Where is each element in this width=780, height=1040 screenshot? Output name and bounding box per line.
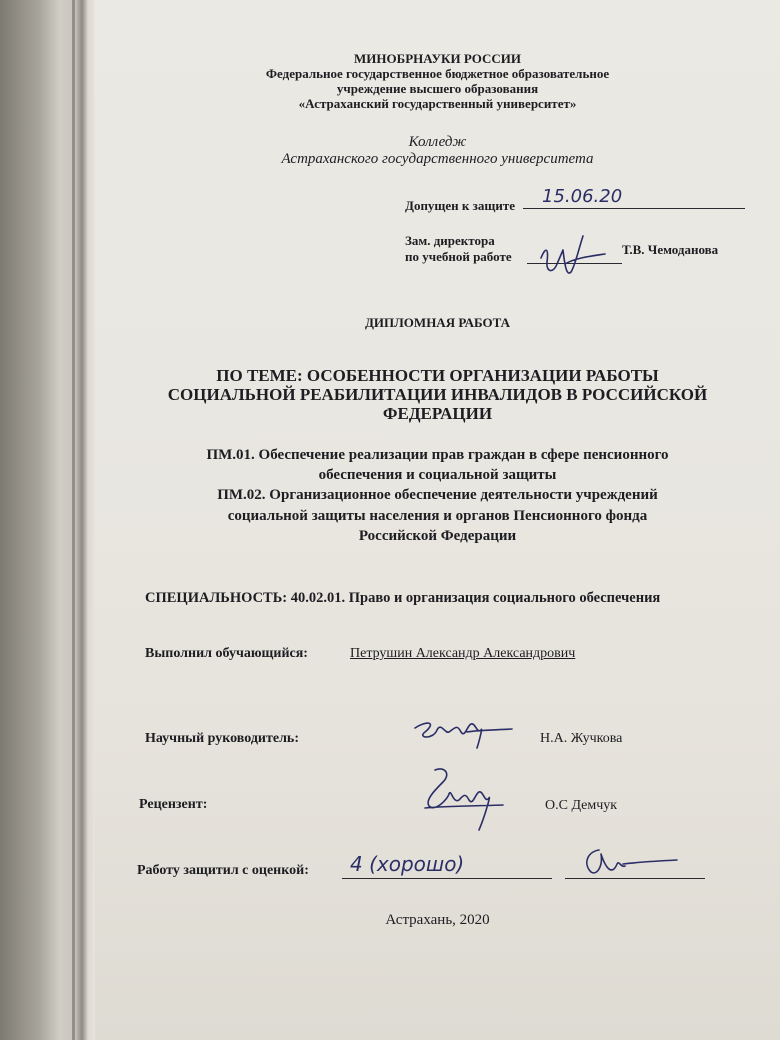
- student-name: Петрушин Александр Александрович: [350, 646, 576, 661]
- module-line-1: ПМ.01. Обеспечение реализации прав граждан в сфере пенсионного: [206, 447, 669, 463]
- binding-shadow-line: [72, 0, 75, 1040]
- city-year: Астрахань, 2020: [385, 912, 490, 928]
- topic-line-3: ФЕДЕРАЦИИ: [382, 404, 493, 423]
- reviewer-label: Рецензент:: [139, 797, 208, 812]
- topic-line-2: СОЦИАЛЬНОЙ РЕАБИЛИТАЦИИ ИНВАЛИДОВ В РОССИЙСКОЙ: [167, 385, 708, 404]
- deputy-label-2: по учебной работе: [405, 249, 512, 264]
- college-line: Колледж: [408, 134, 467, 150]
- work-type: ДИПЛОМНАЯ РАБОТА: [364, 315, 511, 330]
- module-line-2: обеспечения и социальной защиты: [318, 467, 557, 483]
- admitted-date-handwritten: 15.06.20: [542, 186, 623, 207]
- education-level-line: учреждение высшего образования: [336, 81, 539, 96]
- supervisor-name: Н.А. Жучкова: [540, 731, 623, 746]
- supervisor-signature-icon: [407, 708, 517, 753]
- specialty: СПЕЦИАЛЬНОСТЬ: 40.02.01. Право и организация социального обеспечения: [145, 590, 661, 606]
- module-line-5: Российской Федерации: [358, 528, 517, 544]
- examiner-signature-icon: [573, 842, 683, 882]
- admitted-label: Допущен к защите: [405, 198, 516, 213]
- book-binding-edge: [0, 0, 95, 1040]
- deputy-label-1: Зам. директора: [405, 233, 495, 248]
- reviewer-name: О.С Демчук: [545, 798, 618, 813]
- student-label: Выполнил обучающийся:: [145, 646, 308, 661]
- module-line-4: социальной защиты населения и органов Пенсионного фонда: [227, 508, 648, 524]
- deputy-name: Т.В. Чемоданова: [622, 242, 719, 257]
- title-page: [95, 0, 780, 1040]
- college-affiliation: Астраханского государственного университета: [281, 151, 594, 167]
- module-line-3: ПМ.02. Организационное обеспечение деятельности учреждений: [217, 487, 658, 503]
- institution-type-line: Федеральное государственное бюджетное образовательное: [265, 66, 610, 81]
- grade-value-handwritten: 4 (хорошо): [350, 852, 465, 876]
- grade-label: Работу защитил с оценкой:: [137, 863, 309, 878]
- grade-underline: [342, 878, 552, 879]
- reviewer-signature-icon: [415, 760, 515, 835]
- deputy-signature-icon: [535, 228, 615, 288]
- admitted-underline: [523, 208, 745, 209]
- supervisor-label: Научный руководитель:: [145, 731, 299, 746]
- topic-line-1: ПО ТЕМЕ: ОСОБЕННОСТИ ОРГАНИЗАЦИИ РАБОТЫ: [216, 366, 659, 385]
- ministry-line: МИНОБРНАУКИ РОССИИ: [354, 51, 521, 66]
- university-name: «Астраханский государственный университет»: [298, 96, 577, 111]
